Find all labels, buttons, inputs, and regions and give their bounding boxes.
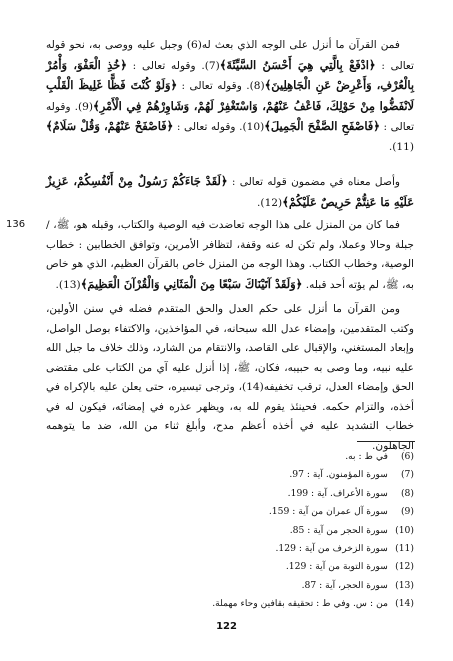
quran-verse: ﴿فَاصْفَحْ عَنْهُمْ، وَقُلْ سَلَامٌ﴾: [46, 119, 174, 133]
quran-verse: ﴿وَلَوْ كُنْتَ فَظًّا غَلِيظَ الْقَلْبِ لَانْفَضُّوا مِنْ حَوْلِكَ، فَاعْفُ عَنْهُمْ، وَاسْتَغْفِرْ لَهُمْ، وَشَاوِرْهُمْ فِي الْأَمْرِ﴾: [46, 78, 414, 113]
body-text-segment: . وقوله تعالى :: [177, 80, 250, 92]
margin-manuscript-number: 136: [6, 219, 26, 230]
paragraph-3: [46, 216, 414, 295]
footnote-text: سورة الأعراف. آية : 199.: [287, 487, 388, 499]
footnote-number: (6): [400, 451, 414, 462]
body-text-segment: . وقوله تعالى :: [173, 121, 243, 133]
footnote-number: (8): [400, 487, 414, 499]
footnote-number: (10): [395, 524, 414, 536]
body-text-segment: . وقوله تعالى :: [126, 59, 205, 72]
footnote-8: [46, 485, 414, 503]
paragraph-4-text: [46, 300, 414, 456]
footnote-text: في ط : به.: [345, 451, 388, 462]
body-text-segment: وأصل معناه في مضمون قوله تعالى :: [227, 176, 401, 188]
quran-verse: ﴿ادْفَعْ بِالَّتِي هِيَ أَحْسَنُ السَّيِّئَةَ﴾: [219, 57, 376, 72]
body-text-segment: فما كان من المنزل على هذا الوجه تعاضدت فيه الوصية والكتاب، وقبله هو، ﷺ، / جبلة وحالا وعملا، ولم تكن له عنه وقفة، لتظافر الأمرين، وتوافق الخطابين : خطاب الوصية، وخطاب الكتاب. وهذا الوجه من المنزل خاص بالقرآن العظيم، الذي هو خاص به، ﷺ، لم يؤته أحد قبله.: [46, 219, 414, 291]
footnote-text: سورة الزخرف من آية : 129.: [275, 543, 388, 555]
quran-verse: ﴿فَاصْفَحِ الصَّفْحَ الْجَمِيلَ﴾: [264, 119, 380, 133]
body-text-segment: وجبل عليه ووصى به، نحو قوله تعالى :: [46, 39, 414, 72]
body-text-segment: (11): [392, 140, 414, 153]
body-text-segment: (7): [204, 59, 220, 72]
footnote-number: (14): [395, 598, 414, 610]
body-text-segment: ، وترجى تيسيره، حتى يعلن عليه بالإكراه في أخذه، والتزام حكمه. فحينئذ يقوم لله به، ويظهر عذره في إمضائه، فيكون له في خطاب التشديد عليه في أخذه أعظم مدح، وأبلغ ثناء من الله، ضد ما يتوهمه الجاهلون.: [46, 381, 414, 452]
footnote-number: (11): [395, 543, 414, 555]
footnote-9: [46, 503, 414, 521]
footnote-number: (7): [400, 469, 414, 481]
footnote-7: [46, 466, 414, 484]
body-text-segment: (10): [242, 121, 265, 133]
body-text-segment: .: [55, 278, 59, 291]
footnote-number: (9): [400, 506, 414, 518]
body-text-segment: .: [388, 140, 393, 153]
body-text-segment: ومن القرآن ما أنزل على حكم العدل والحق المتقدم فضله في سنن الأولين، وكتب المتقدمين، وإمضاء عدل الله سبحانه، في المؤاخذين، والاكتفاء بوصل الواصل، وإبعاد المستغني، والإقبال على القاصد، والانتقام من الشارد، وذلك خلاف ما جبل الله عليه نبيه، وما وصى به حبيبه، فكان، ﷺ، إذا أنزل عليه آي من الكتاب على مقتضى الحق وإمضاء العدل، ترقب تخفيفه: [46, 303, 414, 393]
paragraph-4: [46, 300, 414, 456]
paragraph-3-text: [46, 216, 414, 295]
body-text-segment: (9): [78, 100, 94, 113]
body-text-segment: (8): [249, 80, 265, 92]
paragraph-1-text: [46, 36, 414, 157]
footnotes: [46, 448, 414, 614]
footnote-14: [46, 595, 414, 613]
footnote-text: سورة الحجر، آية : 87.: [301, 579, 388, 591]
footnote-text: من : س. وفي ط : تحقيقه بقافين وحاء مهملة.: [212, 598, 388, 610]
footnote-number: (13): [395, 579, 414, 591]
footnote-11: [46, 540, 414, 558]
footnote-13: [46, 577, 414, 595]
body-text-segment: (12): [260, 196, 283, 209]
footnote-10: [46, 522, 414, 540]
quran-verse: ﴿وَلَقَدْ آتَيْنَاكَ سَبْعًا مِنَ الْمَثَانِي وَالْقُرْآنَ الْعَظِيمَ﴾: [80, 276, 303, 291]
body-text-segment: (6): [186, 39, 202, 51]
body-text-segment: فمن القرآن ما أنزل على الوجه الذي بعث له: [201, 39, 400, 51]
footnote-text: سورة المؤمنون. آية : 97.: [289, 469, 388, 481]
page-number: 122: [216, 621, 237, 632]
quran-verse: ﴿خُذِ الْعَفْوَ، وَأْمُرْ بِالْعُرْفِ، وَأَعْرِضْ عَنِ الْجَاهِلِينَ﴾: [46, 57, 414, 92]
footnote-text: سورة آل عمران من آية : 159.: [268, 506, 388, 518]
body-text-segment: (13): [58, 278, 81, 291]
paragraph-2-text: [46, 172, 414, 213]
body-text-segment: .: [257, 196, 261, 209]
body-text-segment: (14): [242, 381, 264, 393]
quran-verse: ﴿لَقَدْ جَاءَكُمْ رَسُولٌ مِنْ أَنْفُسِكُمْ، عَزِيزٌ عَلَيْهِ مَا عَنِتُّمْ حَرِيصٌ عَلَيْكُمْ﴾: [46, 174, 414, 209]
footnote-12: [46, 558, 414, 576]
footnote-number: (12): [395, 561, 414, 573]
footnote-6: [46, 448, 414, 466]
paragraph-1: [46, 36, 414, 157]
footnote-separator: [357, 441, 415, 442]
footnote-text: سورة التوبة من آية : 129.: [285, 561, 388, 573]
body-text-segment: . وقوله تعالى :: [46, 100, 415, 133]
paragraph-2: [46, 172, 414, 213]
footnote-text: سورة الحجر من آية : 85.: [289, 524, 388, 536]
